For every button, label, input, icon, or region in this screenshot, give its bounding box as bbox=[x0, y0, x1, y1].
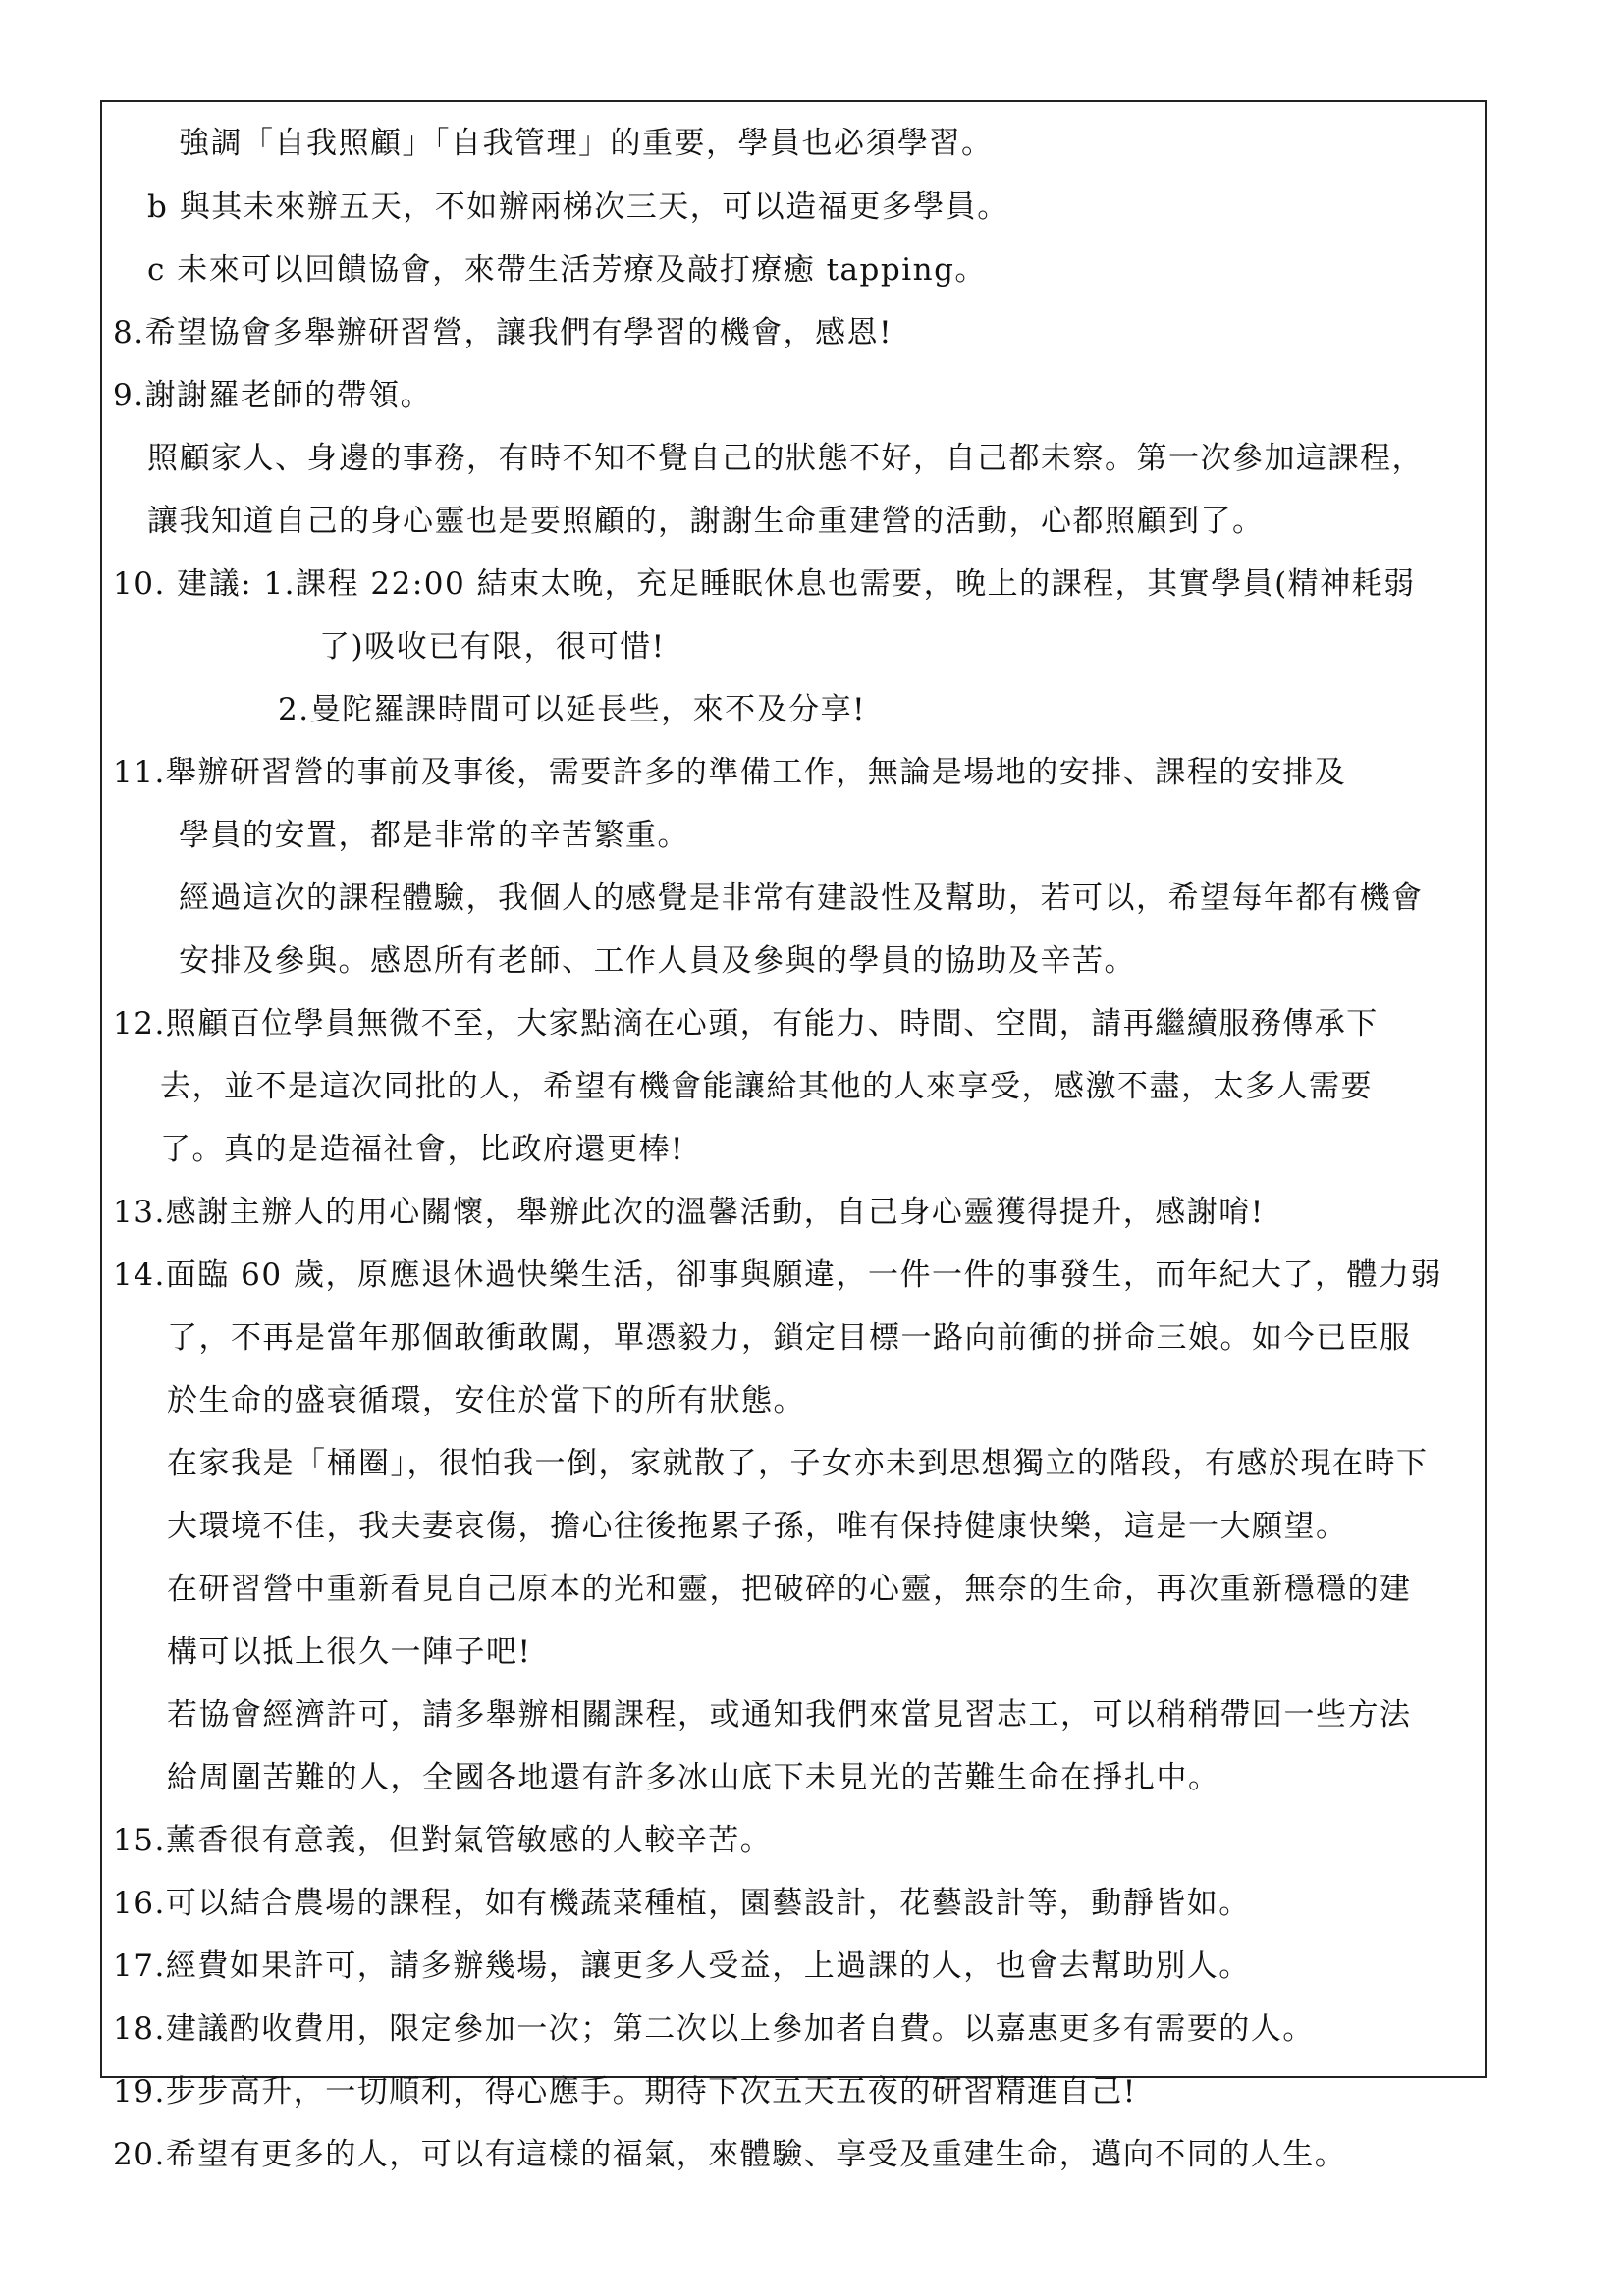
text-line: 11.舉辦研習營的事前及事後，需要許多的準備工作，無論是場地的安排、課程的安排及 bbox=[113, 755, 1347, 790]
text-line: 安排及參與。感恩所有老師、工作人員及參與的學員的協助及辛苦。 bbox=[179, 943, 1136, 979]
text-line: 在家我是「桶圈」，很怕我一倒，家就散了，子女亦未到思想獨立的階段，有感於現在時下 bbox=[167, 1446, 1429, 1481]
text-line: 照顧家人、身邊的事務，有時不知不覺自己的狀態不好，自己都未察。第一次參加這課程， bbox=[147, 441, 1424, 476]
text-line: 了，不再是當年那個敢衝敢闖，單憑毅力，鎖定目標一路向前衝的拼命三娘。如今已臣服 bbox=[167, 1320, 1412, 1356]
text-line: 8.希望協會多舉辦研習營，讓我們有學習的機會，感恩! bbox=[113, 315, 893, 350]
text-line: b 與其未來辦五天，不如辦兩梯次三天，可以造福更多學員。 bbox=[147, 189, 1009, 225]
text-line: 17.經費如果許可，請多辦幾場，讓更多人受益，上過課的人，也會去幫助別人。 bbox=[113, 1949, 1251, 1984]
text-line: 給周圍苦難的人，全國各地還有許多冰山底下未見光的苦難生命在掙扎中。 bbox=[167, 1760, 1220, 1795]
text-line: 讓我知道自己的身心靈也是要照顧的，謝謝生命重建營的活動，心都照顧到了。 bbox=[147, 504, 1265, 539]
text-line: 12.照顧百位學員無微不至，大家點滴在心頭，有能力、時間、空間，請再繼續服務傳承下 bbox=[113, 1006, 1379, 1041]
text-line: 18.建議酌收費用，限定參加一次；第二次以上參加者自費。以嘉惠更多有需要的人。 bbox=[113, 2011, 1315, 2047]
text-line: 強調「自我照顧」「自我管理」的重要，學員也必須學習。 bbox=[179, 126, 994, 161]
text-line: 經過這次的課程體驗，我個人的感覺是非常有建設性及幫助，若可以，希望每年都有機會 bbox=[179, 881, 1424, 916]
text-line: 15.薰香很有意義，但對氣管敏感的人較辛苦。 bbox=[113, 1823, 773, 1858]
text-line: 9.謝謝羅老師的帶領。 bbox=[113, 378, 433, 413]
text-line: 構可以抵上很久一陣子吧! bbox=[167, 1634, 532, 1670]
text-line: 在研習營中重新看見自己原本的光和靈，把破碎的心靈，無奈的生命，再次重新穩穩的建 bbox=[167, 1572, 1412, 1607]
text-line: c 未來可以回饋協會，來帶生活芳療及敲打療癒 tapping。 bbox=[147, 252, 987, 288]
text-line: 大環境不佳，我夫妻哀傷，擔心往後拖累子孫，唯有保持健康快樂，這是一大願望。 bbox=[167, 1509, 1348, 1544]
text-line: 2.曼陀羅課時間可以延長些，來不及分享! bbox=[278, 692, 867, 727]
text-line: 了。真的是造福社會，比政府還更棒! bbox=[160, 1132, 684, 1167]
text-line: 10. 建議: 1.課程 22:00 結束太晚，充足睡眠休息也需要，晚上的課程，其實學員(精神耗弱 bbox=[113, 566, 1416, 602]
text-line: 16.可以結合農場的課程，如有機蔬菜種植，園藝設計，花藝設計等，動靜皆如。 bbox=[113, 1886, 1251, 1921]
text-line: 了)吸收已有限，很可惜! bbox=[319, 629, 666, 665]
text-line: 20.希望有更多的人，可以有這樣的福氣，來體驗、享受及重建生命，邁向不同的人生。 bbox=[113, 2137, 1347, 2172]
text-line: 14.面臨 60 歲，原應退休過快樂生活，卻事與願違，一件一件的事發生，而年紀大了，體力弱 bbox=[113, 1257, 1442, 1293]
text-line: 19.步步高升，一切順利，得心應手。期待下次五天五夜的研習精進自己! bbox=[113, 2074, 1137, 2109]
text-line: 於生命的盛衰循環，安住於當下的所有狀態。 bbox=[167, 1383, 805, 1418]
text-line: 去，並不是這次同批的人，希望有機會能讓給其他的人來享受，感激不盡，太多人需要 bbox=[160, 1069, 1373, 1104]
text-line: 若協會經濟許可，請多舉辦相關課程，或通知我們來當見習志工，可以稍稍帶回一些方法 bbox=[167, 1697, 1412, 1733]
text-line: 學員的安置，都是非常的辛苦繁重。 bbox=[179, 818, 689, 853]
text-line: 13.感謝主辦人的用心關懷，舉辦此次的溫馨活動，自己身心靈獲得提升，感謝唷! bbox=[113, 1195, 1265, 1230]
